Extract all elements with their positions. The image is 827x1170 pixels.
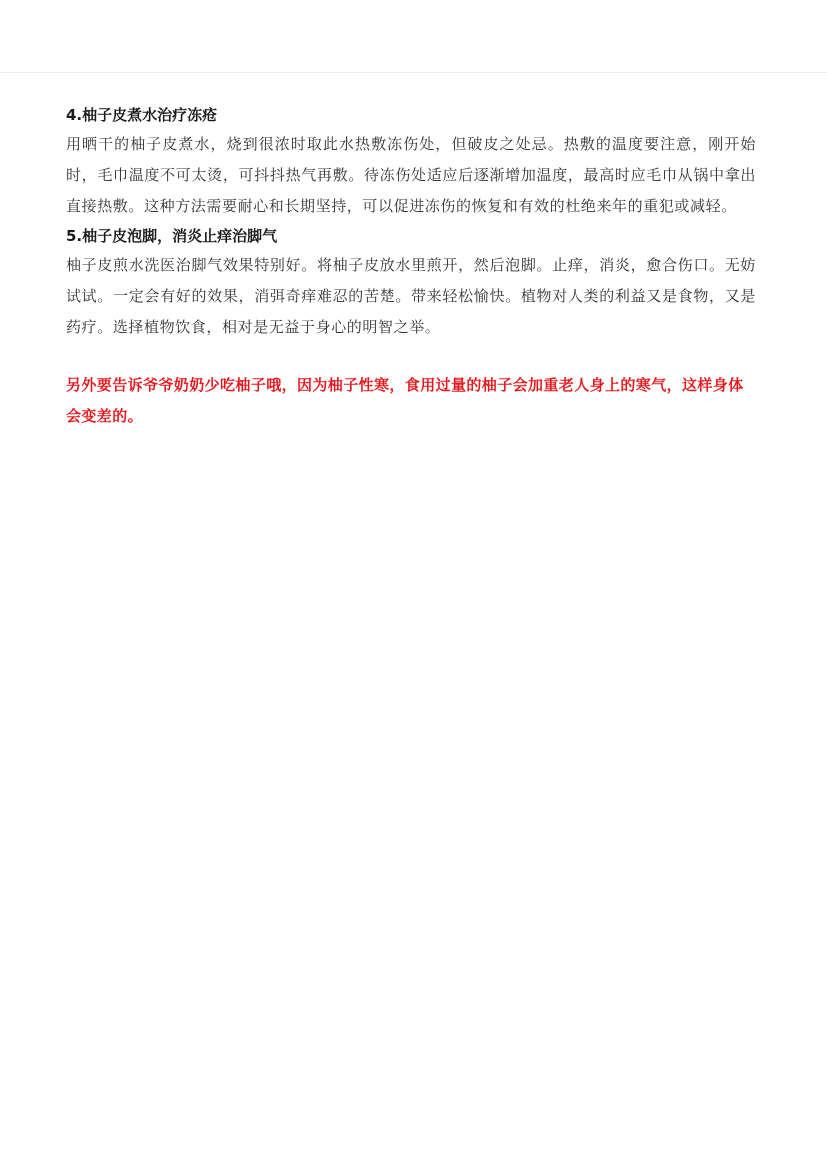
section-heading-5: 5.柚子皮泡脚，消炎止痒治脚气	[66, 227, 278, 245]
section-body-4: 用晒干的柚子皮煮水，烧到很浓时取此水热敷冻伤处，但破皮之处忌。热敷的温度要注意，刚开始时，毛巾温度不可太烫，可抖抖热气再敷。待冻伤处适应后逐渐增加温度，最高时应毛巾从锅中拿出直接热敷。这种方法需要耐心和长期坚持，可以促进冻伤的恢复和有效的杜绝来年的重犯或减轻。	[66, 135, 756, 215]
section-heading-4: 4.柚子皮煮水治疗冻疮	[66, 106, 218, 124]
page-top-divider	[0, 72, 827, 73]
warning-note: 另外要告诉爷爷奶奶少吃柚子哦，因为柚子性寒，食用过量的柚子会加重老人身上的寒气，这样身体会变差的。	[66, 376, 744, 425]
document-body	[66, 101, 756, 447]
section-body-5: 柚子皮煎水洗医治脚气效果特别好。将柚子皮放水里煎开，然后泡脚。止痒，消炎，愈合伤口。无妨试试。一定会有好的效果，消弭奇痒难忍的苦楚。带来轻松愉快。植物对人类的利益又是食物，又是药疗。选择植物饮食，相对是无益于身心的明智之举。	[66, 256, 756, 336]
